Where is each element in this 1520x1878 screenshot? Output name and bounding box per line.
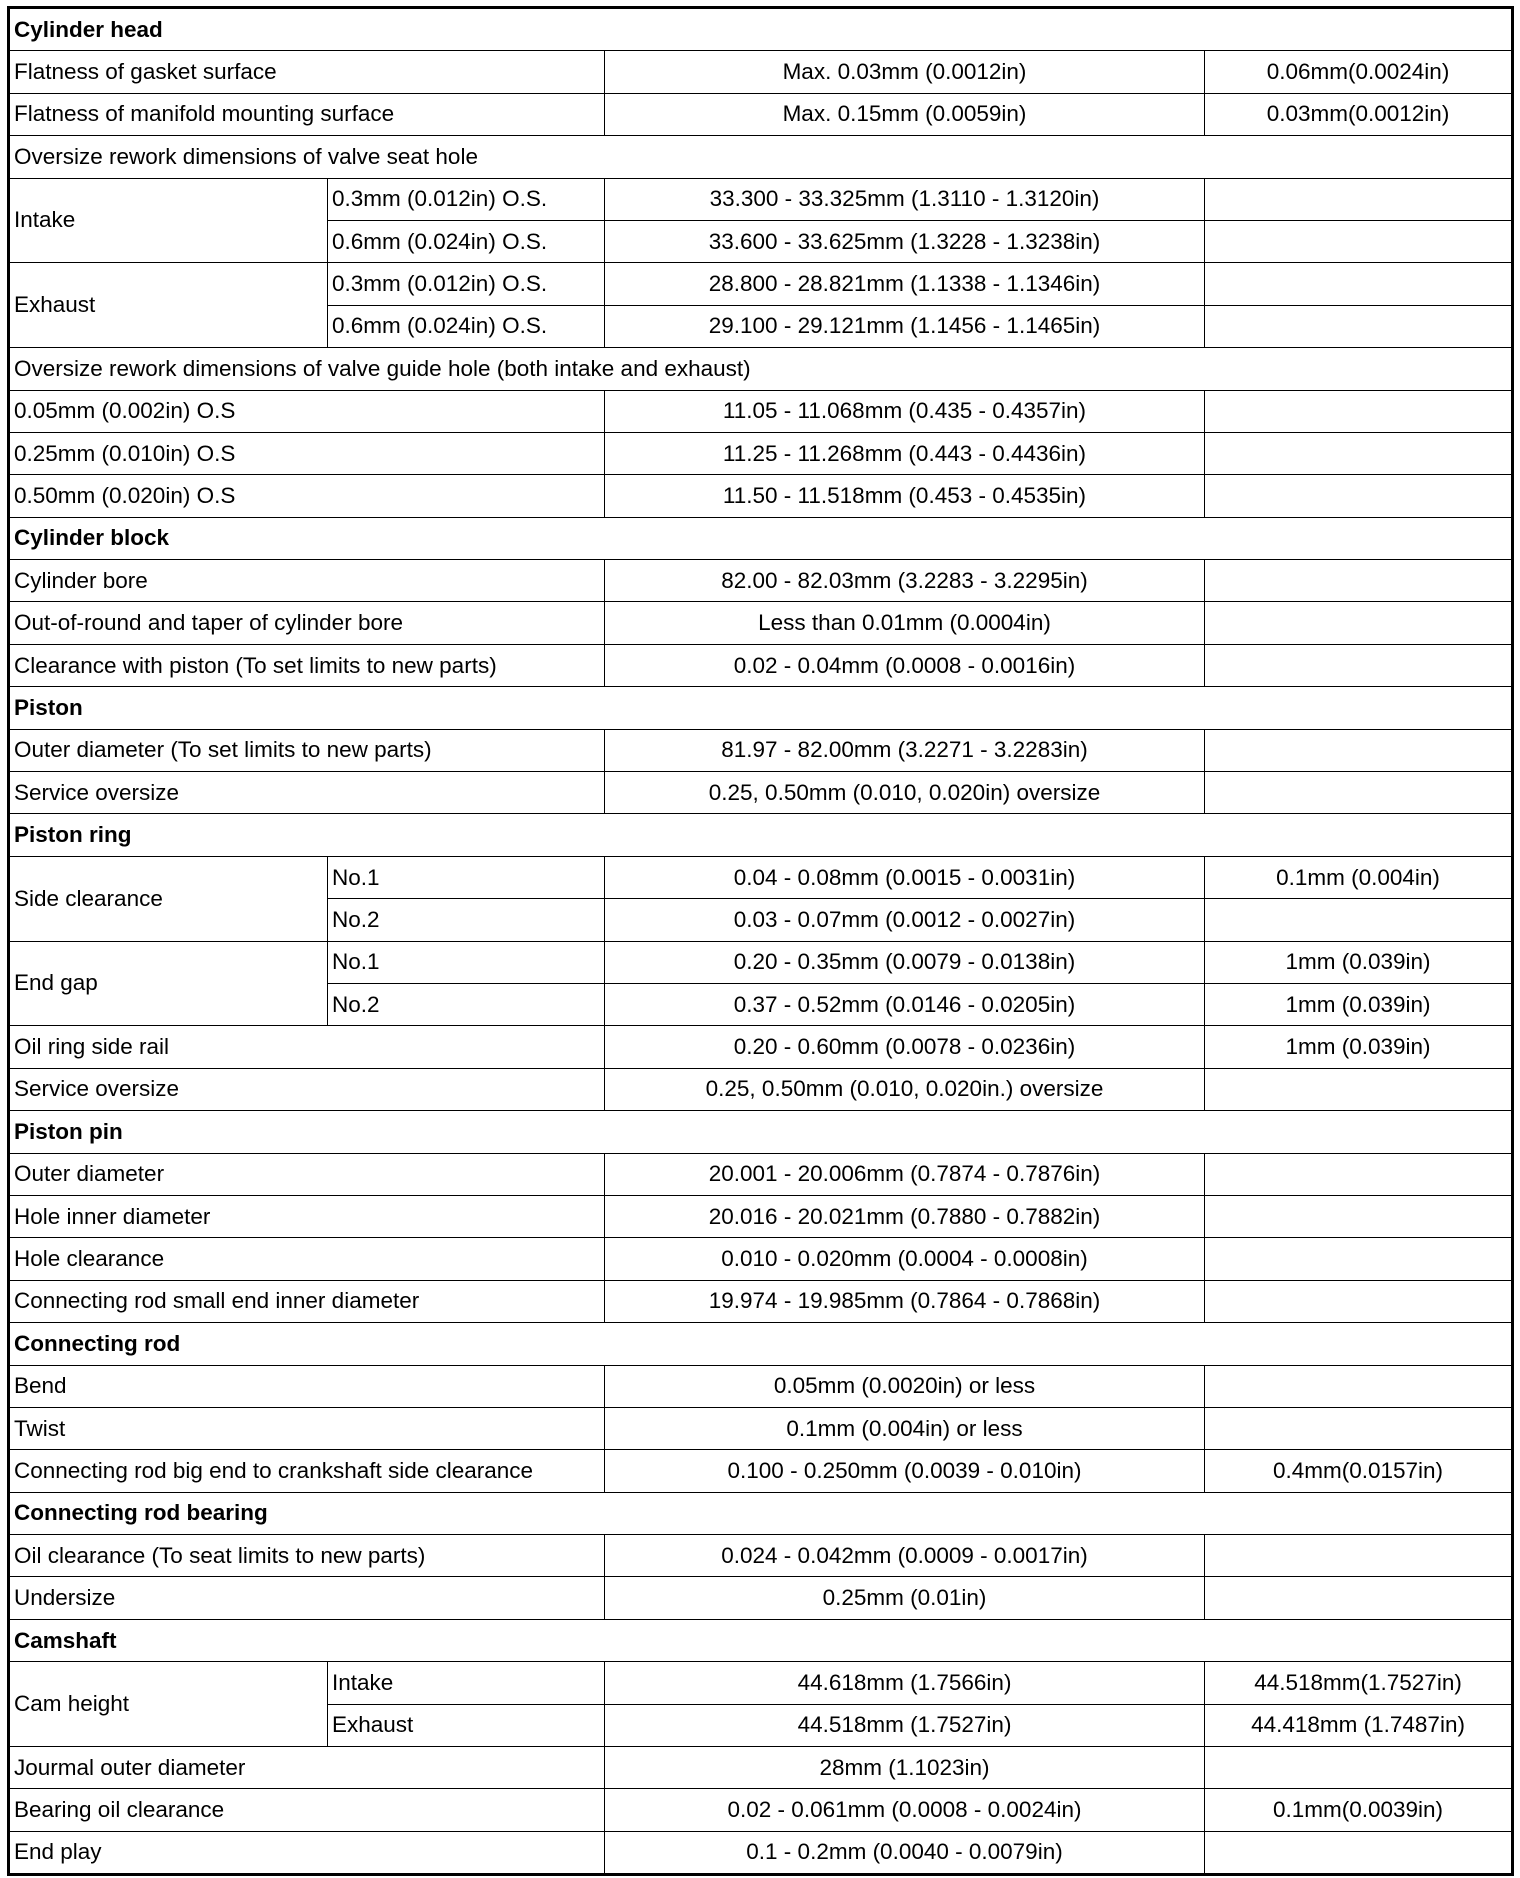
sub-item-label: 0.3mm (0.012in) O.S. [328, 263, 605, 305]
item-label: 0.05mm (0.002in) O.S [9, 390, 605, 432]
limit-value [1205, 1153, 1513, 1195]
sub-item-label: 0.6mm (0.024in) O.S. [328, 305, 605, 347]
item-label: End gap [9, 941, 328, 1026]
limit-value [1205, 1068, 1513, 1110]
item-label: Undersize [9, 1577, 605, 1619]
standard-value: 0.25, 0.50mm (0.010, 0.020in) oversize [605, 772, 1205, 814]
standard-value: 28.800 - 28.821mm (1.1338 - 1.1346in) [605, 263, 1205, 305]
table-row [9, 178, 1513, 220]
sub-item-label: 0.6mm (0.024in) O.S. [328, 220, 605, 262]
subheading-row [9, 136, 1513, 178]
table-row [9, 1831, 1513, 1874]
item-label: Intake [9, 178, 328, 263]
standard-value: 0.20 - 0.60mm (0.0078 - 0.0236in) [605, 1026, 1205, 1068]
standard-value: 0.02 - 0.061mm (0.0008 - 0.0024in) [605, 1789, 1205, 1831]
limit-value [1205, 390, 1513, 432]
limit-value [1205, 1577, 1513, 1619]
limit-value [1205, 729, 1513, 771]
item-label: Connecting rod small end inner diameter [9, 1280, 605, 1322]
limit-value [1205, 772, 1513, 814]
subheading-label: Oversize rework dimensions of valve guide hole (both intake and exhaust) [9, 348, 1513, 390]
sub-item-label: Intake [328, 1662, 605, 1704]
item-label: Flatness of gasket surface [9, 51, 605, 93]
standard-value: 0.1 - 0.2mm (0.0040 - 0.0079in) [605, 1831, 1205, 1874]
limit-value [1205, 899, 1513, 941]
section-title: Camshaft [9, 1619, 1513, 1661]
table-row [9, 1407, 1513, 1449]
limit-value [1205, 305, 1513, 347]
limit-value: 1mm (0.039in) [1205, 1026, 1513, 1068]
item-label: Bearing oil clearance [9, 1789, 605, 1831]
standard-value: 33.300 - 33.325mm (1.3110 - 1.3120in) [605, 178, 1205, 220]
standard-value: 20.001 - 20.006mm (0.7874 - 0.7876in) [605, 1153, 1205, 1195]
table-row [9, 475, 1513, 517]
limit-value [1205, 1238, 1513, 1280]
standard-value: 28mm (1.1023in) [605, 1747, 1205, 1789]
table-row [9, 1238, 1513, 1280]
standard-value: 0.25mm (0.01in) [605, 1577, 1205, 1619]
section-header-row [9, 8, 1513, 51]
standard-value: Max. 0.03mm (0.0012in) [605, 51, 1205, 93]
table-row [9, 1026, 1513, 1068]
section-title: Piston ring [9, 814, 1513, 856]
section-title: Cylinder block [9, 517, 1513, 559]
table-row [9, 1280, 1513, 1322]
item-label: Oil ring side rail [9, 1026, 605, 1068]
standard-value: 0.05mm (0.0020in) or less [605, 1365, 1205, 1407]
table-row [9, 1747, 1513, 1789]
item-label: Flatness of manifold mounting surface [9, 93, 605, 135]
item-label: Jourmal outer diameter [9, 1747, 605, 1789]
limit-value [1205, 475, 1513, 517]
item-label: Out-of-round and taper of cylinder bore [9, 602, 605, 644]
section-header-row [9, 687, 1513, 729]
limit-value [1205, 1195, 1513, 1237]
section-header-row [9, 517, 1513, 559]
limit-value [1205, 602, 1513, 644]
table-row [9, 432, 1513, 474]
standard-value: 44.618mm (1.7566in) [605, 1662, 1205, 1704]
sub-item-label: No.1 [328, 856, 605, 898]
service-spec-table [7, 6, 1514, 1876]
section-header-row [9, 1323, 1513, 1365]
limit-value [1205, 1747, 1513, 1789]
item-label: Outer diameter [9, 1153, 605, 1195]
item-label: Clearance with piston (To set limits to new parts) [9, 644, 605, 686]
table-row [9, 390, 1513, 432]
standard-value: 0.37 - 0.52mm (0.0146 - 0.0205in) [605, 983, 1205, 1025]
table-row [9, 560, 1513, 602]
standard-value: Less than 0.01mm (0.0004in) [605, 602, 1205, 644]
standard-value: 19.974 - 19.985mm (0.7864 - 0.7868in) [605, 1280, 1205, 1322]
section-title: Connecting rod [9, 1323, 1513, 1365]
standard-value: 0.1mm (0.004in) or less [605, 1407, 1205, 1449]
item-label: Side clearance [9, 856, 328, 941]
standard-value: 33.600 - 33.625mm (1.3228 - 1.3238in) [605, 220, 1205, 262]
table-row [9, 856, 1513, 898]
item-label: Cam height [9, 1662, 328, 1747]
table-row [9, 1535, 1513, 1577]
item-label: Connecting rod big end to crankshaft side clearance [9, 1450, 605, 1492]
subheading-label: Oversize rework dimensions of valve seat hole [9, 136, 1513, 178]
limit-value: 0.03mm(0.0012in) [1205, 93, 1513, 135]
section-title: Piston pin [9, 1111, 1513, 1153]
section-title: Connecting rod bearing [9, 1492, 1513, 1534]
standard-value: 0.25, 0.50mm (0.010, 0.020in.) oversize [605, 1068, 1205, 1110]
sub-item-label: No.2 [328, 899, 605, 941]
standard-value: 11.25 - 11.268mm (0.443 - 0.4436in) [605, 432, 1205, 474]
standard-value: 0.03 - 0.07mm (0.0012 - 0.0027in) [605, 899, 1205, 941]
limit-value [1205, 644, 1513, 686]
item-label: Exhaust [9, 263, 328, 348]
item-label: Cylinder bore [9, 560, 605, 602]
table-row [9, 1789, 1513, 1831]
section-title: Cylinder head [9, 8, 1513, 51]
limit-value: 0.06mm(0.0024in) [1205, 51, 1513, 93]
standard-value: 0.04 - 0.08mm (0.0015 - 0.0031in) [605, 856, 1205, 898]
standard-value: 29.100 - 29.121mm (1.1456 - 1.1465in) [605, 305, 1205, 347]
sub-item-label: 0.3mm (0.012in) O.S. [328, 178, 605, 220]
standard-value: 44.518mm (1.7527in) [605, 1704, 1205, 1746]
standard-value: 0.010 - 0.020mm (0.0004 - 0.0008in) [605, 1238, 1205, 1280]
table-row [9, 1068, 1513, 1110]
limit-value: 44.418mm (1.7487in) [1205, 1704, 1513, 1746]
item-label: Service oversize [9, 1068, 605, 1110]
table-row [9, 729, 1513, 771]
table-row [9, 602, 1513, 644]
spec-table-body [9, 8, 1513, 1875]
limit-value [1205, 1407, 1513, 1449]
limit-value: 1mm (0.039in) [1205, 941, 1513, 983]
limit-value [1205, 560, 1513, 602]
limit-value: 0.1mm (0.004in) [1205, 856, 1513, 898]
table-row [9, 772, 1513, 814]
table-row [9, 941, 1513, 983]
standard-value: 0.024 - 0.042mm (0.0009 - 0.0017in) [605, 1535, 1205, 1577]
item-label: Hole clearance [9, 1238, 605, 1280]
limit-value: 0.1mm(0.0039in) [1205, 1789, 1513, 1831]
standard-value: 11.50 - 11.518mm (0.453 - 0.4535in) [605, 475, 1205, 517]
table-row [9, 1153, 1513, 1195]
limit-value [1205, 1831, 1513, 1874]
table-row [9, 644, 1513, 686]
section-title: Piston [9, 687, 1513, 729]
table-row [9, 1365, 1513, 1407]
limit-value [1205, 1280, 1513, 1322]
table-row [9, 1662, 1513, 1704]
table-row [9, 1450, 1513, 1492]
limit-value [1205, 432, 1513, 474]
table-row [9, 1577, 1513, 1619]
table-row [9, 51, 1513, 93]
table-row [9, 93, 1513, 135]
sub-item-label: No.1 [328, 941, 605, 983]
limit-value: 44.518mm(1.7527in) [1205, 1662, 1513, 1704]
standard-value: 0.02 - 0.04mm (0.0008 - 0.0016in) [605, 644, 1205, 686]
section-header-row [9, 814, 1513, 856]
item-label: Oil clearance (To seat limits to new parts) [9, 1535, 605, 1577]
limit-value [1205, 263, 1513, 305]
item-label: End play [9, 1831, 605, 1874]
section-header-row [9, 1619, 1513, 1661]
item-label: Bend [9, 1365, 605, 1407]
item-label: Service oversize [9, 772, 605, 814]
standard-value: 81.97 - 82.00mm (3.2271 - 3.2283in) [605, 729, 1205, 771]
standard-value: 82.00 - 82.03mm (3.2283 - 3.2295in) [605, 560, 1205, 602]
section-header-row [9, 1111, 1513, 1153]
item-label: 0.50mm (0.020in) O.S [9, 475, 605, 517]
limit-value: 0.4mm(0.0157in) [1205, 1450, 1513, 1492]
limit-value [1205, 1535, 1513, 1577]
table-row [9, 1195, 1513, 1237]
standard-value: 0.100 - 0.250mm (0.0039 - 0.010in) [605, 1450, 1205, 1492]
standard-value: 20.016 - 20.021mm (0.7880 - 0.7882in) [605, 1195, 1205, 1237]
sub-item-label: Exhaust [328, 1704, 605, 1746]
item-label: Twist [9, 1407, 605, 1449]
item-label: 0.25mm (0.010in) O.S [9, 432, 605, 474]
limit-value [1205, 178, 1513, 220]
section-header-row [9, 1492, 1513, 1534]
standard-value: 0.20 - 0.35mm (0.0079 - 0.0138in) [605, 941, 1205, 983]
table-row [9, 263, 1513, 305]
limit-value [1205, 1365, 1513, 1407]
standard-value: 11.05 - 11.068mm (0.435 - 0.4357in) [605, 390, 1205, 432]
sub-item-label: No.2 [328, 983, 605, 1025]
subheading-row [9, 348, 1513, 390]
limit-value: 1mm (0.039in) [1205, 983, 1513, 1025]
limit-value [1205, 220, 1513, 262]
item-label: Outer diameter (To set limits to new parts) [9, 729, 605, 771]
standard-value: Max. 0.15mm (0.0059in) [605, 93, 1205, 135]
item-label: Hole inner diameter [9, 1195, 605, 1237]
